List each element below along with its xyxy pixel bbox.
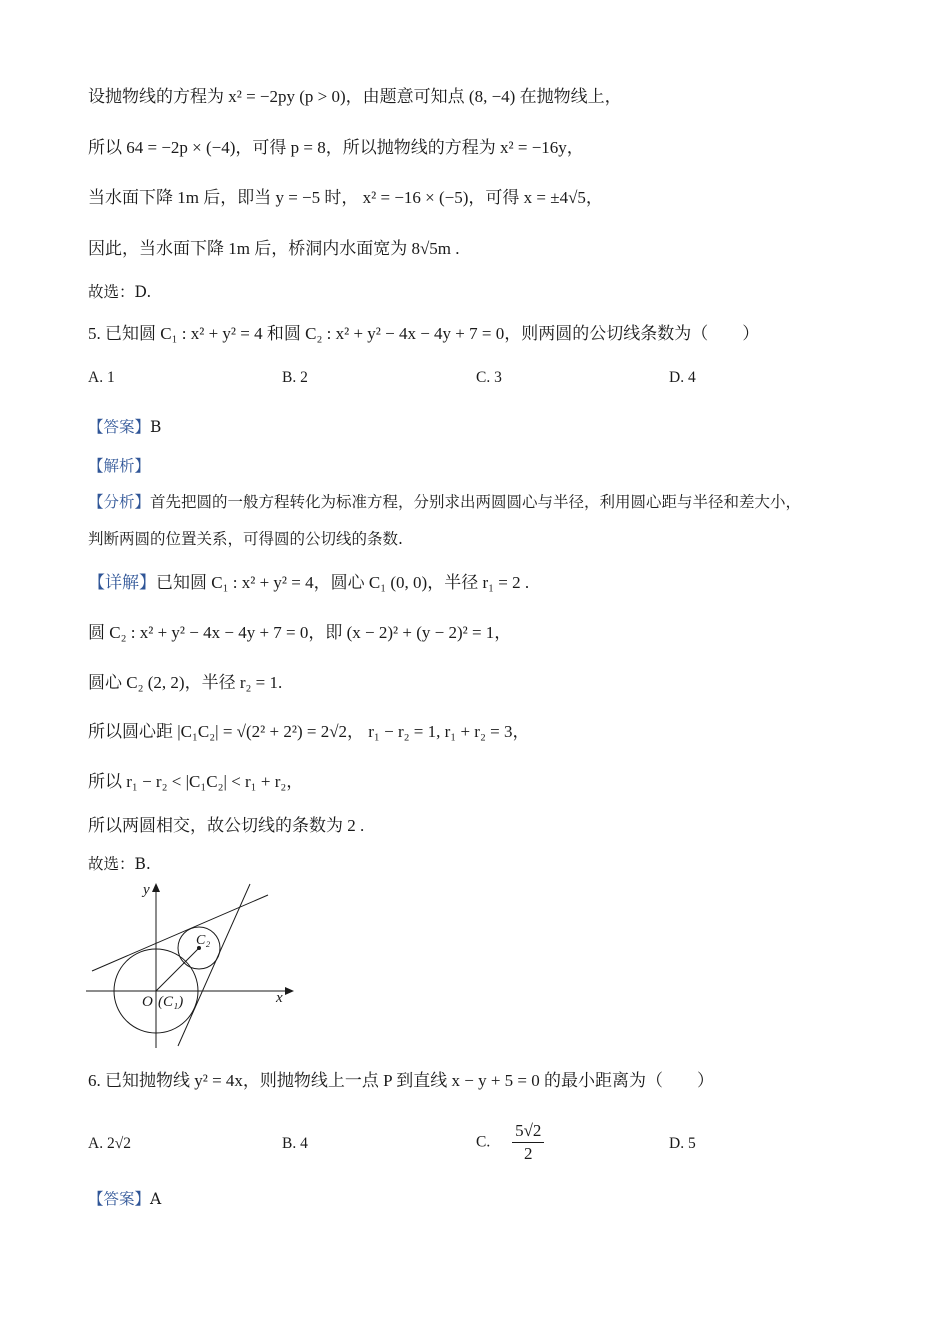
q5-option-c: C. 3: [476, 369, 502, 386]
fraction-numerator: 5√2: [512, 1120, 544, 1143]
detail-line: 圆心 C₂ (2, 2)，半径 r₂ = 1.: [88, 673, 283, 692]
answer-tag: 【答案】: [88, 1190, 151, 1208]
fenxi-tag: 【分析】: [88, 493, 151, 511]
detail-text: 已知圆 C₁ : x² + y² = 4，圆心 C₁ (0, 0)，半径 r₁ = 2 .: [156, 573, 530, 592]
detail-line: [88, 572, 529, 594]
c2-label: C₂: [196, 933, 211, 948]
q5-answer: [88, 416, 161, 438]
x-axis-arrow: [285, 987, 294, 995]
y-label: y: [143, 882, 150, 898]
answer-value: B: [150, 418, 162, 436]
c1-label: (C₁): [158, 994, 184, 1010]
circles-figure: [80, 878, 300, 1053]
fenxi-line: [88, 491, 801, 513]
text-line: 因此，当水面下降 1m 后，桥洞内水面宽为 8√5m .: [88, 239, 460, 258]
text-line: 故选：D.: [88, 283, 152, 301]
detail-line: 圆 C₂ : x² + y² − 4x − 4y + 7 = 0，即 (x − 2)² + (y − 2)² = 1，: [88, 623, 512, 642]
question-5: 5. 已知圆 C₁ : x² + y² = 4 和圆 C₂ : x² + y² − 4x − 4y + 7 = 0，则两圆的公切线条数为（ ）: [88, 324, 760, 343]
q6-option-d: D. 5: [669, 1135, 696, 1152]
q6-option-a: A. 2√2: [88, 1135, 131, 1152]
origin-label: O: [142, 994, 153, 1010]
text-line: 设抛物线的方程为 x² = −2py (p > 0)，由题意可知点 (8, −4) 在抛物线上，: [88, 87, 622, 106]
text-line: 当水面下降 1m 后，即当 y = −5 时， x² = −16 × (−5)，可得 x = ±4√5，: [88, 188, 603, 207]
detail-tag: 【详解】: [88, 573, 156, 592]
q6-option-c: [476, 1120, 544, 1165]
detail-line: 故选：B.: [88, 855, 151, 873]
answer-value: A: [150, 1190, 162, 1208]
analysis-tag: 【解析】: [88, 457, 151, 475]
fenxi-text: 首先把圆的一般方程转化为标准方程，分别求出两圆圆心与半径，利用圆心距与半径和差大小，: [150, 493, 802, 511]
y-axis-arrow: [152, 883, 160, 892]
q5-option-b: B. 2: [282, 369, 308, 386]
detail-line: 所以圆心距 |C₁C₂| = √(2² + 2²) = 2√2， r₁ − r₂ = 1, r₁ + r₂ = 3，: [88, 722, 530, 741]
q6-option-b: B. 4: [282, 1135, 308, 1152]
tangent-line-1: [92, 895, 268, 971]
answer-tag: 【答案】: [88, 418, 151, 436]
text-line: 所以 64 = −2p × (−4)，可得 p = 8，所以抛物线的方程为 x² = −16y，: [88, 138, 584, 157]
q6-answer: [88, 1188, 161, 1210]
detail-line: 所以 r₁ − r₂ < |C₁C₂| < r₁ + r₂，: [88, 772, 304, 791]
q6-option-c-label: C.: [476, 1133, 491, 1151]
q5-option-a: A. 1: [88, 369, 115, 386]
q6-option-c-fraction: [512, 1120, 544, 1165]
x-label: x: [276, 990, 283, 1006]
q5-option-d: D. 4: [669, 369, 696, 386]
question-6: 6. 已知抛物线 y² = 4x，则抛物线上一点 P 到直线 x − y + 5 = 0 的最小距离为（ ）: [88, 1071, 715, 1090]
detail-line: 所以两圆相交，故公切线的条数为 2 .: [88, 816, 365, 835]
fraction-denominator: 2: [524, 1144, 533, 1163]
fenxi-line-2: 判断两圆的位置关系，可得圆的公切线的条数.: [88, 530, 403, 548]
